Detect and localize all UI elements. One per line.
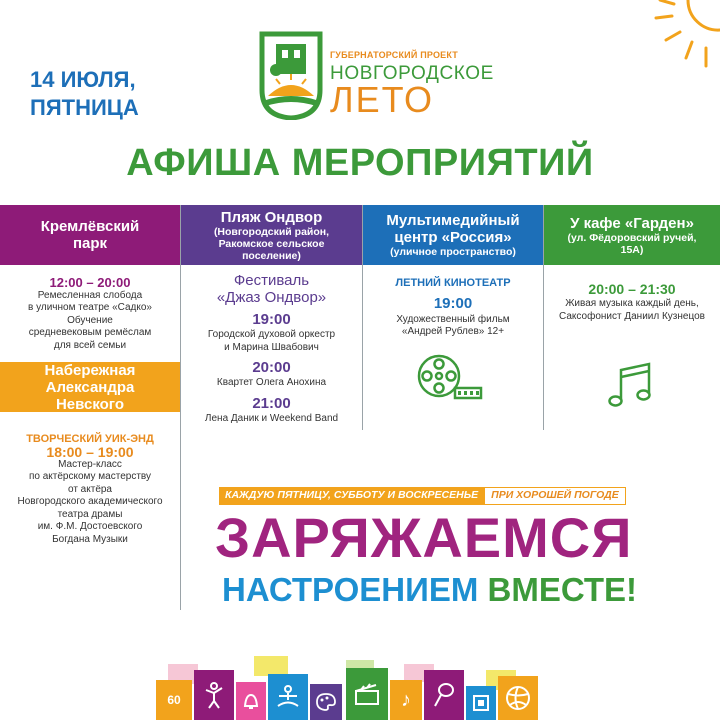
date-weekday: ПЯТНИЦА (30, 95, 139, 120)
column-name: Мультимедийный центр «Россия» (386, 212, 520, 246)
palette-icon (310, 684, 342, 720)
event-desc: «Андрей Рублев» 12+ (401, 326, 505, 337)
column-header-embankment (0, 362, 180, 412)
event-desc: Художественный фильм (396, 313, 510, 325)
kremlin-park-events (0, 277, 180, 352)
slogan-word-together: ВМЕСТЕ! (487, 571, 637, 608)
banner-days: КАЖДУЮ ПЯТНИЦУ, СУББОТУ И ВОСКРЕСЕНЬЕ (219, 487, 484, 505)
rossiya-events (363, 277, 543, 339)
event-desc: Квартет Олега Анохина (216, 377, 327, 388)
event-time: 12:00 – 20:00 (49, 275, 131, 290)
festival-title: Фестиваль (233, 272, 310, 289)
column-sub: (ул. Фёдоровский ручей, 15А) (567, 231, 697, 256)
badminton-icon (424, 670, 464, 720)
event-desc: Ремесленная слобода (37, 289, 143, 301)
column-name: Пляж Ондвор (220, 208, 323, 226)
slogan-line1: ЗАРЯЖАЕМСЯ (215, 506, 633, 569)
column-name: У кафе «Гарден» (570, 214, 694, 232)
date-day: 14 ИЮЛЯ, (30, 67, 136, 92)
event-time: 20:00 (252, 359, 291, 376)
event-desc: Городской духовой оркестр (207, 329, 336, 340)
event-desc: театра драмы (57, 508, 123, 520)
event-desc: для всей семьи (53, 339, 127, 351)
event-time: 19:00 (252, 311, 291, 328)
event-time: 21:00 (252, 394, 291, 412)
festival-title: «Джаз Ондвор» (216, 289, 327, 306)
bell-icon (236, 682, 266, 720)
event-heading: ТВОРЧЕСКИЙ УИК-ЭНД (26, 433, 154, 445)
slogan-line2 (222, 570, 637, 610)
logo-title-line1: НОВГОРОДСКОЕ (330, 63, 494, 84)
film-reel-icon (415, 352, 485, 404)
event-desc: Живая музыка каждый день, (565, 298, 699, 309)
event-desc: Обучение (67, 314, 113, 326)
event-time: 18:00 – 19:00 (46, 444, 134, 460)
column-header-kremlin-park (0, 205, 180, 265)
event-desc: Саксофонист Даниил Кузнецов (559, 310, 705, 322)
slogan-word-mood: НАСТРОЕНИЕМ (222, 571, 479, 608)
sun-icon (600, 0, 720, 80)
timer-60-icon: 60 (156, 680, 192, 720)
column-header-ondvor-beach (181, 205, 362, 265)
event-desc: Новгородского академического (17, 496, 163, 507)
ondvor-events (181, 272, 362, 425)
column-header-rossiya-center (363, 205, 543, 265)
event-desc: Мастер-класс (58, 458, 122, 470)
music-note-icon (607, 360, 657, 410)
novgorod-summer-logo-icon (258, 30, 324, 120)
event-desc: Лена Даник и Weekend Band (204, 412, 339, 424)
film-icon (466, 686, 496, 720)
dancer-icon (194, 670, 234, 720)
volleyball-icon (498, 676, 538, 720)
event-heading: ЛЕТНИЙ КИНОТЕАТР (395, 277, 511, 289)
column-name: Набережная Александра Невского (44, 361, 136, 413)
footer-block (254, 656, 288, 676)
column-header-garden-cafe (544, 205, 720, 265)
page-title: АФИША МЕРОПРИЯТИЙ (126, 142, 594, 184)
event-desc: и Марина Швабович (224, 341, 319, 353)
clapperboard-icon (346, 668, 388, 720)
schedule-banner (219, 487, 626, 505)
footer-activity-icons (156, 650, 556, 720)
garden-events (544, 280, 720, 323)
event-time: 20:00 – 21:30 (588, 281, 676, 297)
column-sub: (Новгородский район, Ракомское сельское поселение) (213, 225, 330, 262)
event-desc: средневековым ремёслам (28, 327, 152, 338)
event-desc: им. Ф.М. Достоевского (37, 521, 143, 532)
music-note-icon: ♪ (390, 680, 422, 720)
banner-weather: ПРИ ХОРОШЕЙ ПОГОДЕ (484, 487, 626, 505)
event-desc: Богдана Музыки (52, 533, 128, 545)
event-desc: в уличном театре «Садко» (28, 302, 152, 313)
logo-subtitle: ГУБЕРНАТОРСКИЙ ПРОЕКТ (330, 50, 458, 60)
embankment-events (0, 433, 180, 546)
event-desc: от актёра (67, 483, 112, 495)
event-date (30, 66, 210, 122)
event-desc: по актёрскому мастерству (28, 471, 152, 482)
event-time: 19:00 (433, 294, 473, 312)
logo-title-line2: ЛЕТО (330, 79, 435, 120)
yoga-icon (268, 674, 308, 720)
column-name: Кремлёвский парк (40, 218, 140, 252)
column-sub: (уличное пространство) (390, 246, 516, 258)
